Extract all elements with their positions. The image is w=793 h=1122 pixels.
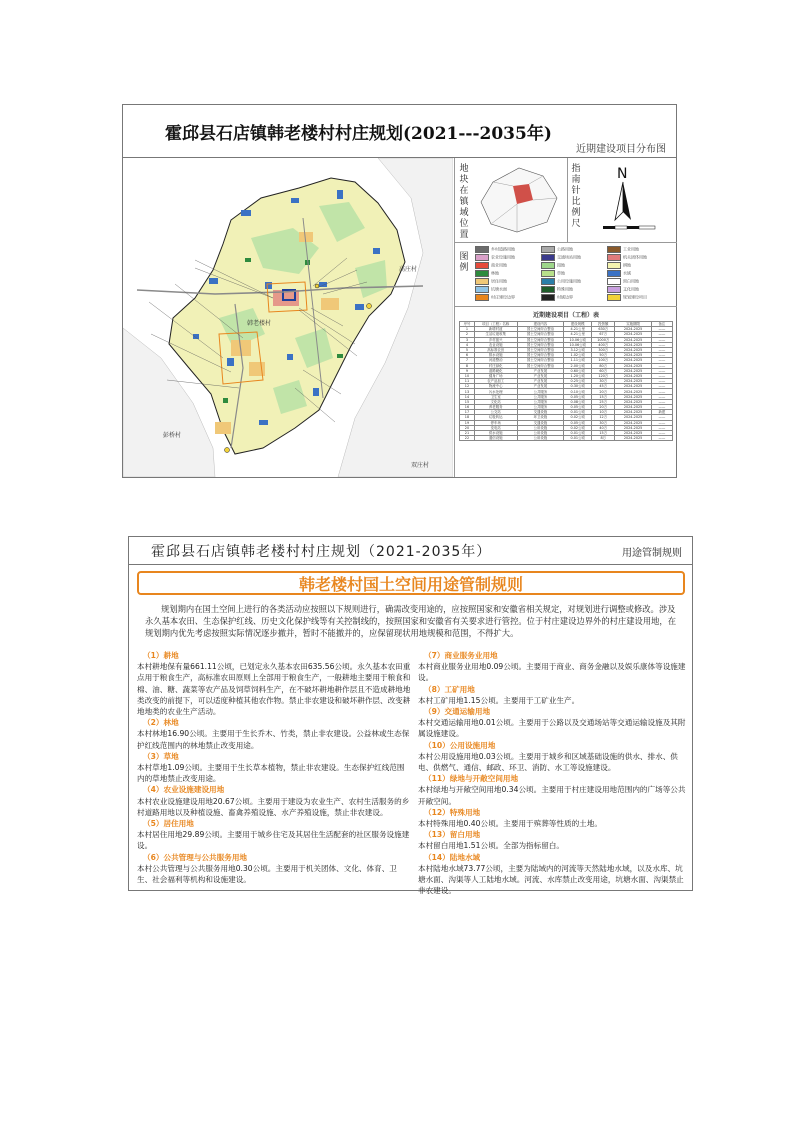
- legend-label-text: 乡村道路用地: [491, 246, 515, 252]
- table-cell: 3.12公顷: [564, 347, 592, 352]
- project-table-title: 近期建设项目（工程）表: [532, 312, 599, 319]
- table-header-cell: 投资额: [592, 322, 615, 327]
- table-cell: ——: [651, 358, 672, 363]
- table-cell: 国土空间综合整治: [517, 327, 564, 332]
- table-cell: 67万: [592, 332, 615, 337]
- table-cell: 0.05公顷: [564, 420, 592, 425]
- table-cell: 公共服务: [517, 405, 564, 410]
- table-cell: 2024-2025: [615, 332, 651, 337]
- table-cell: 15: [460, 399, 475, 404]
- table-cell: 养老服务: [474, 405, 517, 410]
- table-cell: 0.01公顷: [564, 410, 592, 415]
- legend-label-text: 坑塘水面: [491, 286, 507, 292]
- table-cell: 2024-2025: [615, 405, 651, 410]
- table-cell: 河道整治: [474, 358, 517, 363]
- table-cell: 4.21公里: [564, 332, 592, 337]
- table-cell: 18: [460, 415, 475, 420]
- table-cell: 5: [460, 347, 475, 352]
- legend-item: [607, 262, 687, 269]
- rule-body: 本村林地16.90公顷。主要用于生长乔木、竹类，禁止非农建设。公益林或生态保护红线范围内的林地禁止改变用途。: [137, 729, 410, 750]
- table-cell: 2024-2025: [615, 425, 651, 430]
- table-cell: 排水设施: [474, 353, 517, 358]
- table-cell: 环卫设施: [517, 415, 564, 420]
- rule-heading: （12）特殊用地: [424, 807, 481, 817]
- table-cell: 文化站: [474, 399, 517, 404]
- table-cell: 公共服务: [517, 399, 564, 404]
- table-cell: 2024-2025: [615, 337, 651, 342]
- table-cell: 健身广场: [474, 373, 517, 378]
- table-cell: 国土空间综合整治: [517, 337, 564, 342]
- legend-label-text: 园地: [557, 262, 565, 268]
- table-cell: 1000万: [592, 337, 615, 342]
- table-cell: 10: [460, 373, 475, 378]
- legend-swatch: [607, 246, 621, 253]
- table-cell: 新建: [651, 410, 672, 415]
- table-cell: 80万: [592, 363, 615, 368]
- table-cell: 生活垃圾收集: [474, 332, 517, 337]
- table-cell: 2024-2025: [615, 363, 651, 368]
- legend-item: [607, 278, 687, 285]
- table-cell: 2024-2025: [615, 389, 651, 394]
- sheet1-subtitle: 近期建设项目分布图: [576, 144, 666, 155]
- table-cell: 20万: [592, 405, 615, 410]
- rule-body: 本村公用设施用地0.03公顷。主要用于城乡和区域基础设施的供水、排水、供电、供燃气、通信、邮政、环卫、消防、水工等设施建设。: [418, 751, 678, 773]
- table-cell: 2024-2025: [615, 353, 651, 358]
- table-cell: 农产品加工: [474, 379, 517, 384]
- legend-swatch: [607, 254, 621, 261]
- table-header-cell: 建设内容: [517, 322, 564, 327]
- table-cell: 国土空间综合整治: [517, 347, 564, 352]
- table-cell: 国土空间综合整治: [517, 353, 564, 358]
- table-cell: 0.30公顷: [564, 384, 592, 389]
- rule-heading: （5）居住用地: [143, 819, 194, 829]
- table-cell: 50万: [592, 353, 615, 358]
- table-cell: 2024-2025: [615, 368, 651, 373]
- project-table-area: [455, 306, 677, 477]
- township-location-map: [473, 162, 565, 238]
- table-header-cell: 备注: [651, 322, 672, 327]
- table-cell: 2024-2025: [615, 373, 651, 378]
- table-cell: 通信设施: [474, 436, 517, 441]
- table-cell: 1.02公顷: [564, 353, 592, 358]
- table-cell: 2024-2025: [615, 410, 651, 415]
- legend-label-text: 公路用地: [557, 246, 573, 252]
- land-use-map: [123, 158, 453, 477]
- table-cell: 新增村道: [474, 327, 517, 332]
- legend-swatch: [541, 270, 555, 277]
- table-cell: 7: [460, 358, 475, 363]
- table-cell: 4: [460, 342, 475, 347]
- plan-sheet-rules: [128, 536, 693, 896]
- table-cell: 产业发展: [517, 384, 564, 389]
- legend-swatch: [607, 294, 621, 301]
- table-cell: 国土空间综合整治: [517, 342, 564, 347]
- table-cell: 2024-2025: [615, 430, 651, 435]
- rule-heading: （7）商业服务业用地: [424, 651, 498, 660]
- north-arrow-icon: [595, 164, 671, 236]
- rules-right-column: [418, 650, 688, 896]
- legend-swatch: [475, 278, 489, 285]
- table-cell: 12万: [592, 415, 615, 420]
- table-cell: ——: [651, 384, 672, 389]
- table-cell: 变电站: [474, 425, 517, 430]
- project-table: [459, 310, 673, 441]
- table-cell: ——: [651, 436, 672, 441]
- table-cell: ——: [651, 399, 672, 404]
- table-cell: 0.08公顷: [564, 399, 592, 404]
- legend-swatch: [475, 246, 489, 253]
- table-cell: 1: [460, 327, 475, 332]
- sheet1-title: 霍邱县石店镇韩老楼村村庄规划(2021---2035年): [165, 124, 552, 144]
- table-cell: 公用设施: [517, 425, 564, 430]
- table-cell: ——: [651, 347, 672, 352]
- table-cell: 供水设施: [474, 430, 517, 435]
- table-cell: 300万: [592, 347, 615, 352]
- legend-label-text: 村域边界: [557, 294, 573, 300]
- svg-text:N: N: [617, 166, 628, 182]
- table-cell: 交通设施: [517, 420, 564, 425]
- table-cell: ——: [651, 420, 672, 425]
- rule-body: 本村公共管理与公共服务用地0.30公顷。主要用于机关团体、文化、体育、卫生、社会福利等机构和设施建设。: [137, 863, 397, 885]
- table-cell: 公用设施: [517, 430, 564, 435]
- table-cell: ——: [651, 332, 672, 337]
- rules-intro: 规划期内在国土空间上进行的各类活动应按照以下规则进行，确需改变用途的，应按照国家和安徽省相关规定，对规划进行调整或修改。涉及永久基本农田、生态保护红线、历史文化保护线等有关控制线的，按照国家和安徽省有关要求进行管控。位于村庄建设边界外的村庄建设用地，在规划期内优先考虑按照实际情况逐步撤并，暂时不能撤并的，应保留现状用地规模和范围，不得扩大。: [145, 604, 677, 638]
- table-cell: 2: [460, 332, 475, 337]
- table-cell: 产业发展: [517, 368, 564, 373]
- rule-body: 本村居住用地29.89公顷。主要用于城乡住宅及其居住生活配套的社区服务设施建设。: [137, 830, 410, 851]
- map-label-west-village: 彭桥村: [163, 432, 182, 439]
- table-row: [460, 436, 673, 441]
- legend-swatch: [475, 270, 489, 277]
- table-cell: 0.01公顷: [564, 430, 592, 435]
- table-cell: ——: [651, 379, 672, 384]
- table-cell: 村庄绿化: [474, 363, 517, 368]
- legend-label-text: 村庄建设边界: [491, 294, 515, 300]
- rule-heading: （8）工矿用地: [424, 684, 475, 694]
- table-header-cell: 序号: [460, 322, 475, 327]
- table-cell: 4.21公里: [564, 327, 592, 332]
- table-cell: 30万: [592, 379, 615, 384]
- table-cell: 乡村振兴: [474, 337, 517, 342]
- table-cell: ——: [651, 405, 672, 410]
- table-cell: ——: [651, 342, 672, 347]
- sheet2-subtitle: 用途管制规则: [622, 548, 682, 559]
- table-cell: 垃圾转运: [474, 415, 517, 420]
- legend-swatch: [475, 294, 489, 301]
- location-label: 地 块 在 镇 域 位 置: [459, 164, 469, 240]
- legend-item: [607, 286, 687, 293]
- table-cell: ——: [651, 373, 672, 378]
- legend-label-text: 农业设施用地: [491, 254, 515, 260]
- legend-item: [607, 246, 687, 253]
- table-cell: 2024-2025: [615, 420, 651, 425]
- table-cell: 交通设施: [517, 410, 564, 415]
- legend-label-text: 交通场站用地: [557, 254, 581, 260]
- rule-heading: （2）林地: [143, 718, 179, 728]
- legend-label-text: 水域: [623, 270, 631, 276]
- table-cell: 2024-2025: [615, 379, 651, 384]
- table-cell: 20万: [592, 389, 615, 394]
- table-cell: 25万: [592, 399, 615, 404]
- table-cell: 0.01公顷: [564, 436, 592, 441]
- legend-swatch: [541, 254, 555, 261]
- table-cell: 45万: [592, 384, 615, 389]
- table-cell: ——: [651, 389, 672, 394]
- map-label-home-village: 韩老楼村: [247, 320, 272, 327]
- table-cell: 16: [460, 405, 475, 410]
- table-cell: 10万: [592, 410, 615, 415]
- legend-item: [607, 270, 687, 277]
- table-cell: 8万: [592, 436, 615, 441]
- rule-body: 本村陆地水域73.77公顷，主要为陆域内的河流等天然陆地水域，以及水库、坑塘水面、沟渠等人工陆地水域。河流、水库禁止改变用途，坑塘水面、沟渠禁止非农建设。: [418, 863, 684, 896]
- table-cell: ——: [651, 415, 672, 420]
- table-cell: 停车场: [474, 420, 517, 425]
- rule-heading: （11）绿地与开敞空间用地: [424, 774, 519, 784]
- legend-label-text: 规划建设项目: [623, 294, 647, 300]
- map-label-south-village: 双庄村: [411, 462, 430, 469]
- table-header-cell: 项目（工程）名称: [474, 322, 517, 327]
- table-cell: 2024-2025: [615, 327, 651, 332]
- table-cell: 2.00公顷: [564, 363, 592, 368]
- table-cell: ——: [651, 353, 672, 358]
- table-cell: 120万: [592, 373, 615, 378]
- table-cell: 0.10公顷: [564, 389, 592, 394]
- legend-swatch: [541, 278, 555, 285]
- table-cell: 10.06公顷: [564, 342, 592, 347]
- legend-swatch: [607, 262, 621, 269]
- table-cell: 60万: [592, 368, 615, 373]
- legend-swatch: [475, 254, 489, 261]
- table-cell: 630万: [592, 327, 615, 332]
- project-table-body: [460, 327, 673, 441]
- rule-body: 本村农业设施建设用地20.67公顷。主要用于建设为农业生产、农村生活服务的乡村道路用地以及种植设施、畜禽养殖设施、水产养殖设施，禁止非农建设。: [137, 796, 410, 817]
- rule-heading: （14）陆地水域: [424, 852, 481, 862]
- location-divider: [567, 158, 568, 242]
- legend-swatch: [541, 246, 555, 253]
- table-cell: 0.25公顷: [564, 379, 592, 384]
- table-cell: 污水处理: [474, 389, 517, 394]
- table-cell: 产业发展: [517, 373, 564, 378]
- legend-swatch: [541, 262, 555, 269]
- table-cell: ——: [651, 368, 672, 373]
- rule-body: 本村耕地保有量661.11公顷，已划定永久基本农田635.56公顷。永久基本农田重点用于粮食生产，高标准农田原则上全部用于粮食生产，一般耕地主要用于粮食和棉、油、糖、蔬菜等农产品及饲草饲料生产，在不破坏耕地耕作层且不造成耕地地类改变的前提下，可以适度种植其他农作物。禁止非农建设和破坏耕作层、改变耕地地类的农业生产活动。: [137, 662, 411, 717]
- legend-swatch: [607, 278, 621, 285]
- rule-heading: （4）农业设施建设用地: [143, 785, 225, 795]
- rule-body: 本村特殊用地0.40公顷。主要用于殡葬等性质的土地。: [418, 819, 602, 829]
- table-cell: 2024-2025: [615, 394, 651, 399]
- legend-label-text: 文化用地: [623, 286, 639, 292]
- legend-grid: [475, 246, 675, 304]
- table-cell: 0.60公顷: [564, 368, 592, 373]
- table-cell: 物流中心: [474, 384, 517, 389]
- table-cell: 9: [460, 368, 475, 373]
- table-cell: 3: [460, 337, 475, 342]
- rules-left-column: [137, 650, 411, 885]
- table-cell: 农业设施: [474, 342, 517, 347]
- map-label-north-village: 高庄村: [399, 266, 418, 273]
- rule-heading: （6）公共管理与公共服务用地: [143, 852, 248, 862]
- map-side-panel: [454, 158, 677, 477]
- table-cell: ——: [651, 425, 672, 430]
- table-cell: 15万: [592, 430, 615, 435]
- table-cell: 公交站: [474, 410, 517, 415]
- table-cell: ——: [651, 394, 672, 399]
- legend-item: [607, 294, 687, 301]
- rules-banner: [137, 571, 685, 595]
- table-cell: 10.06公顷: [564, 337, 592, 342]
- table-cell: 0.05公顷: [564, 394, 592, 399]
- table-cell: 0.02公顷: [564, 425, 592, 430]
- table-cell: 国土空间综合整治: [517, 332, 564, 337]
- table-cell: 22: [460, 436, 475, 441]
- legend-swatch: [607, 286, 621, 293]
- table-cell: ——: [651, 337, 672, 342]
- table-cell: 0.02公顷: [564, 415, 592, 420]
- rule-heading: （10）公用设施用地: [424, 740, 496, 750]
- legend-label-text: 商业用地: [491, 262, 507, 268]
- rules-banner-title: 韩老楼村国土空间用途管制规则: [298, 574, 523, 594]
- table-cell: ——: [651, 430, 672, 435]
- legend-label-text: 耕地: [623, 262, 631, 268]
- legend-label-text: 公用设施用地: [557, 278, 581, 284]
- legend-label-text: 特殊用地: [557, 286, 573, 292]
- rule-body: 本村留白用地1.51公顷。全部为指标留白。: [418, 841, 564, 851]
- table-cell: 国土空间综合整治: [517, 358, 564, 363]
- legend-label-text: 草地: [557, 270, 565, 276]
- table-cell: 2024-2025: [615, 436, 651, 441]
- table-cell: 2024-2025: [615, 399, 651, 404]
- table-cell: 100万: [592, 358, 615, 363]
- legend-label: 图 例: [459, 252, 469, 273]
- legend-swatch: [541, 294, 555, 301]
- table-cell: 40万: [592, 425, 615, 430]
- table-cell: 公用设施: [517, 436, 564, 441]
- table-cell: 400万: [592, 342, 615, 347]
- table-cell: 20: [460, 425, 475, 430]
- table-cell: 13: [460, 389, 475, 394]
- table-cell: 道路硬化: [474, 368, 517, 373]
- table-cell: 21: [460, 430, 475, 435]
- table-cell: 1.11公顷: [564, 358, 592, 363]
- rule-body: 本村草地1.09公顷。主要用于生长草本植物，禁止非农建设。生态保护红线范围内的草地禁止改变用途。: [137, 763, 405, 784]
- rule-body: 本村工矿用地1.15公顷。主要用于工矿业生产。: [418, 695, 580, 705]
- table-cell: 2024-2025: [615, 415, 651, 420]
- table-cell: 国土空间综合整治: [517, 363, 564, 368]
- rule-heading: （3）草地: [143, 751, 179, 761]
- table-cell: 12: [460, 384, 475, 389]
- table-cell: 11: [460, 379, 475, 384]
- legend-item: [607, 254, 687, 261]
- legend-label-text: 留白用地: [623, 278, 639, 284]
- table-cell: 2024-2025: [615, 384, 651, 389]
- sheet2-divider: [129, 564, 692, 565]
- legend-label-text: 林地: [491, 270, 499, 276]
- table-cell: 公共服务: [517, 394, 564, 399]
- legend-label-text: 工业用地: [623, 246, 639, 252]
- location-compass-row: [455, 158, 677, 243]
- table-cell: 1.20公顷: [564, 373, 592, 378]
- legend-swatch: [541, 286, 555, 293]
- legend-swatch: [475, 262, 489, 269]
- table-cell: 0.05公顷: [564, 405, 592, 410]
- table-cell: 6: [460, 353, 475, 358]
- table-cell: 30万: [592, 420, 615, 425]
- table-cell: 15万: [592, 394, 615, 399]
- table-cell: 卫生室: [474, 394, 517, 399]
- table-cell: 公共服务: [517, 389, 564, 394]
- rule-body: 本村商业服务业用地0.09公顷。主要用于商业、商务金融以及娱乐康体等设施建设。: [418, 662, 686, 683]
- table-cell: 2024-2025: [615, 342, 651, 347]
- table-cell: 产业发展: [517, 379, 564, 384]
- rule-heading: （1）耕地: [143, 651, 179, 660]
- rule-body: 本村绿地与开敞空间用地0.34公顷。主要用于村庄建设用地范围内的广场等公共开敞空间。: [418, 785, 686, 806]
- table-header-cell: 实施期限: [615, 322, 651, 327]
- project-table-grid: [459, 321, 673, 441]
- legend-swatch: [607, 270, 621, 277]
- rule-body: 本村交通运输用地0.01公顷。主要用于公路以及交通场站等交通运输设施及其附属设施建设。: [418, 718, 686, 739]
- table-cell: ——: [651, 363, 672, 368]
- table-cell: ——: [651, 327, 672, 332]
- legend-label-text: 机关团体用地: [623, 254, 647, 260]
- table-cell: 高标准农田: [474, 347, 517, 352]
- table-cell: 2024-2025: [615, 347, 651, 352]
- sheet2-title: 霍邱县石店镇韩老楼村村庄规划（2021-2035年）: [151, 544, 492, 560]
- legend-row: [455, 242, 677, 307]
- table-cell: 17: [460, 410, 475, 415]
- plan-sheet-map: [122, 104, 677, 478]
- table-cell: 19: [460, 420, 475, 425]
- table-cell: 8: [460, 363, 475, 368]
- rule-heading: （13）留白用地: [424, 830, 481, 840]
- legend-swatch: [475, 286, 489, 293]
- compass-label: 指 南 针 比 例 尺: [571, 164, 581, 229]
- table-cell: 2024-2025: [615, 358, 651, 363]
- table-cell: 14: [460, 394, 475, 399]
- legend-label-text: 居住用地: [491, 278, 507, 284]
- rule-heading: （9）交通运输用地: [424, 707, 491, 717]
- table-header-cell: 建设规模: [564, 322, 592, 327]
